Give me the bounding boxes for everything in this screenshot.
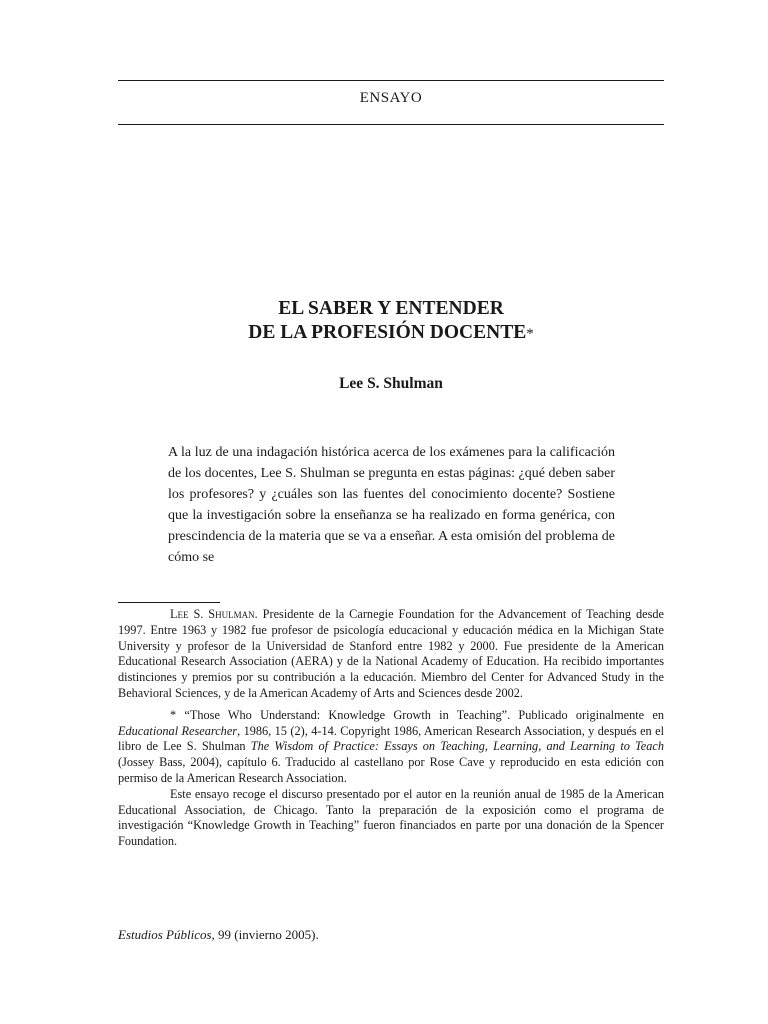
header-top-rule [118,80,664,81]
journal-issue: , 99 (invierno 2005). [211,927,319,942]
title-footnote-mark: * [526,326,534,342]
title-line-1: EL SABER Y ENTENDER [278,298,504,319]
footnote-author-bio [118,607,664,702]
abstract: A la luz de una indagación histórica acerca de los exámenes para la calificación de los docentes, Lee S. Shulman se pregunta en estas páginas: ¿qué deben saber los profesores? y ¿cuáles son las fuentes del conocimiento docente? Sostiene que la investigación sobre la enseñanza se ha realizado en forma genérica, con prescindencia de la materia que se va a enseñar. A esta omisión del problema de cómo se [168,445,615,565]
article-title [118,297,664,346]
footnotes [118,607,664,850]
footnote-source-book: The Wisdom of Practice: Essays on Teaching, Learning, and Learning to Teach [250,739,664,754]
footnote-source-c: , 1986, 15 (2), 4-14. Copyright 1986, American Research Association, y después en el libro de Lee S. Shulman [118,723,664,754]
footnote-source-e: (Jossey Bass, 2004), capítulo 6. Traducido al castellano por Rose Cave y reproducido en esta edición con permiso de la American Research Association. [118,755,664,785]
journal-name: Estudios Públicos [118,927,212,942]
footnote-rule [118,602,220,603]
author-name: Lee S. Shulman [339,375,443,392]
footnote-acknowledgment: Este ensayo recoge el discurso presentado por el autor en la reunión anual de 1985 de la American Educational Association, de Chicago. Tanto la preparación de la exposición como el programa de investigación “Knowledge Growth in Teaching” fueron financiados en parte por una donación de la Spencer Foundation. [118,786,664,849]
footnote-source [118,708,664,787]
header-bottom-rule [118,124,664,125]
footnote-author-name: Lee S. Shulman [170,607,255,621]
footnote-source-a: * “Those Who Understand: Knowledge Growth in Teaching”. Publicado originalmente en [170,707,664,722]
footnote-source-journal: Educational Researcher [118,723,238,738]
journal-citation [118,927,319,943]
section-label: ENSAYO [359,90,423,106]
footnote-author-bio-text: . Presidente de la Carnegie Foundation for the Advancement of Teaching desde 1997. Entre 1963 y 1982 fue profesor de psicología educacional y educación médica en la Michigan State University y profesor de la Universidad de Stanford entre 1982 y 2000. Fue presidente de la American Educational Research Association (AERA) y de la National Academy of Education. Ha recibido importantes distinciones y premios por su contribución a la educación. Miembro del Center for Advanced Study in the Behavioral Sciences, y de la American Academy of Arts and Sciences desde 2002. [118,607,664,700]
title-line-2 [118,321,664,346]
title-line-2-text: DE LA PROFESIÓN DOCENTE [248,322,527,343]
